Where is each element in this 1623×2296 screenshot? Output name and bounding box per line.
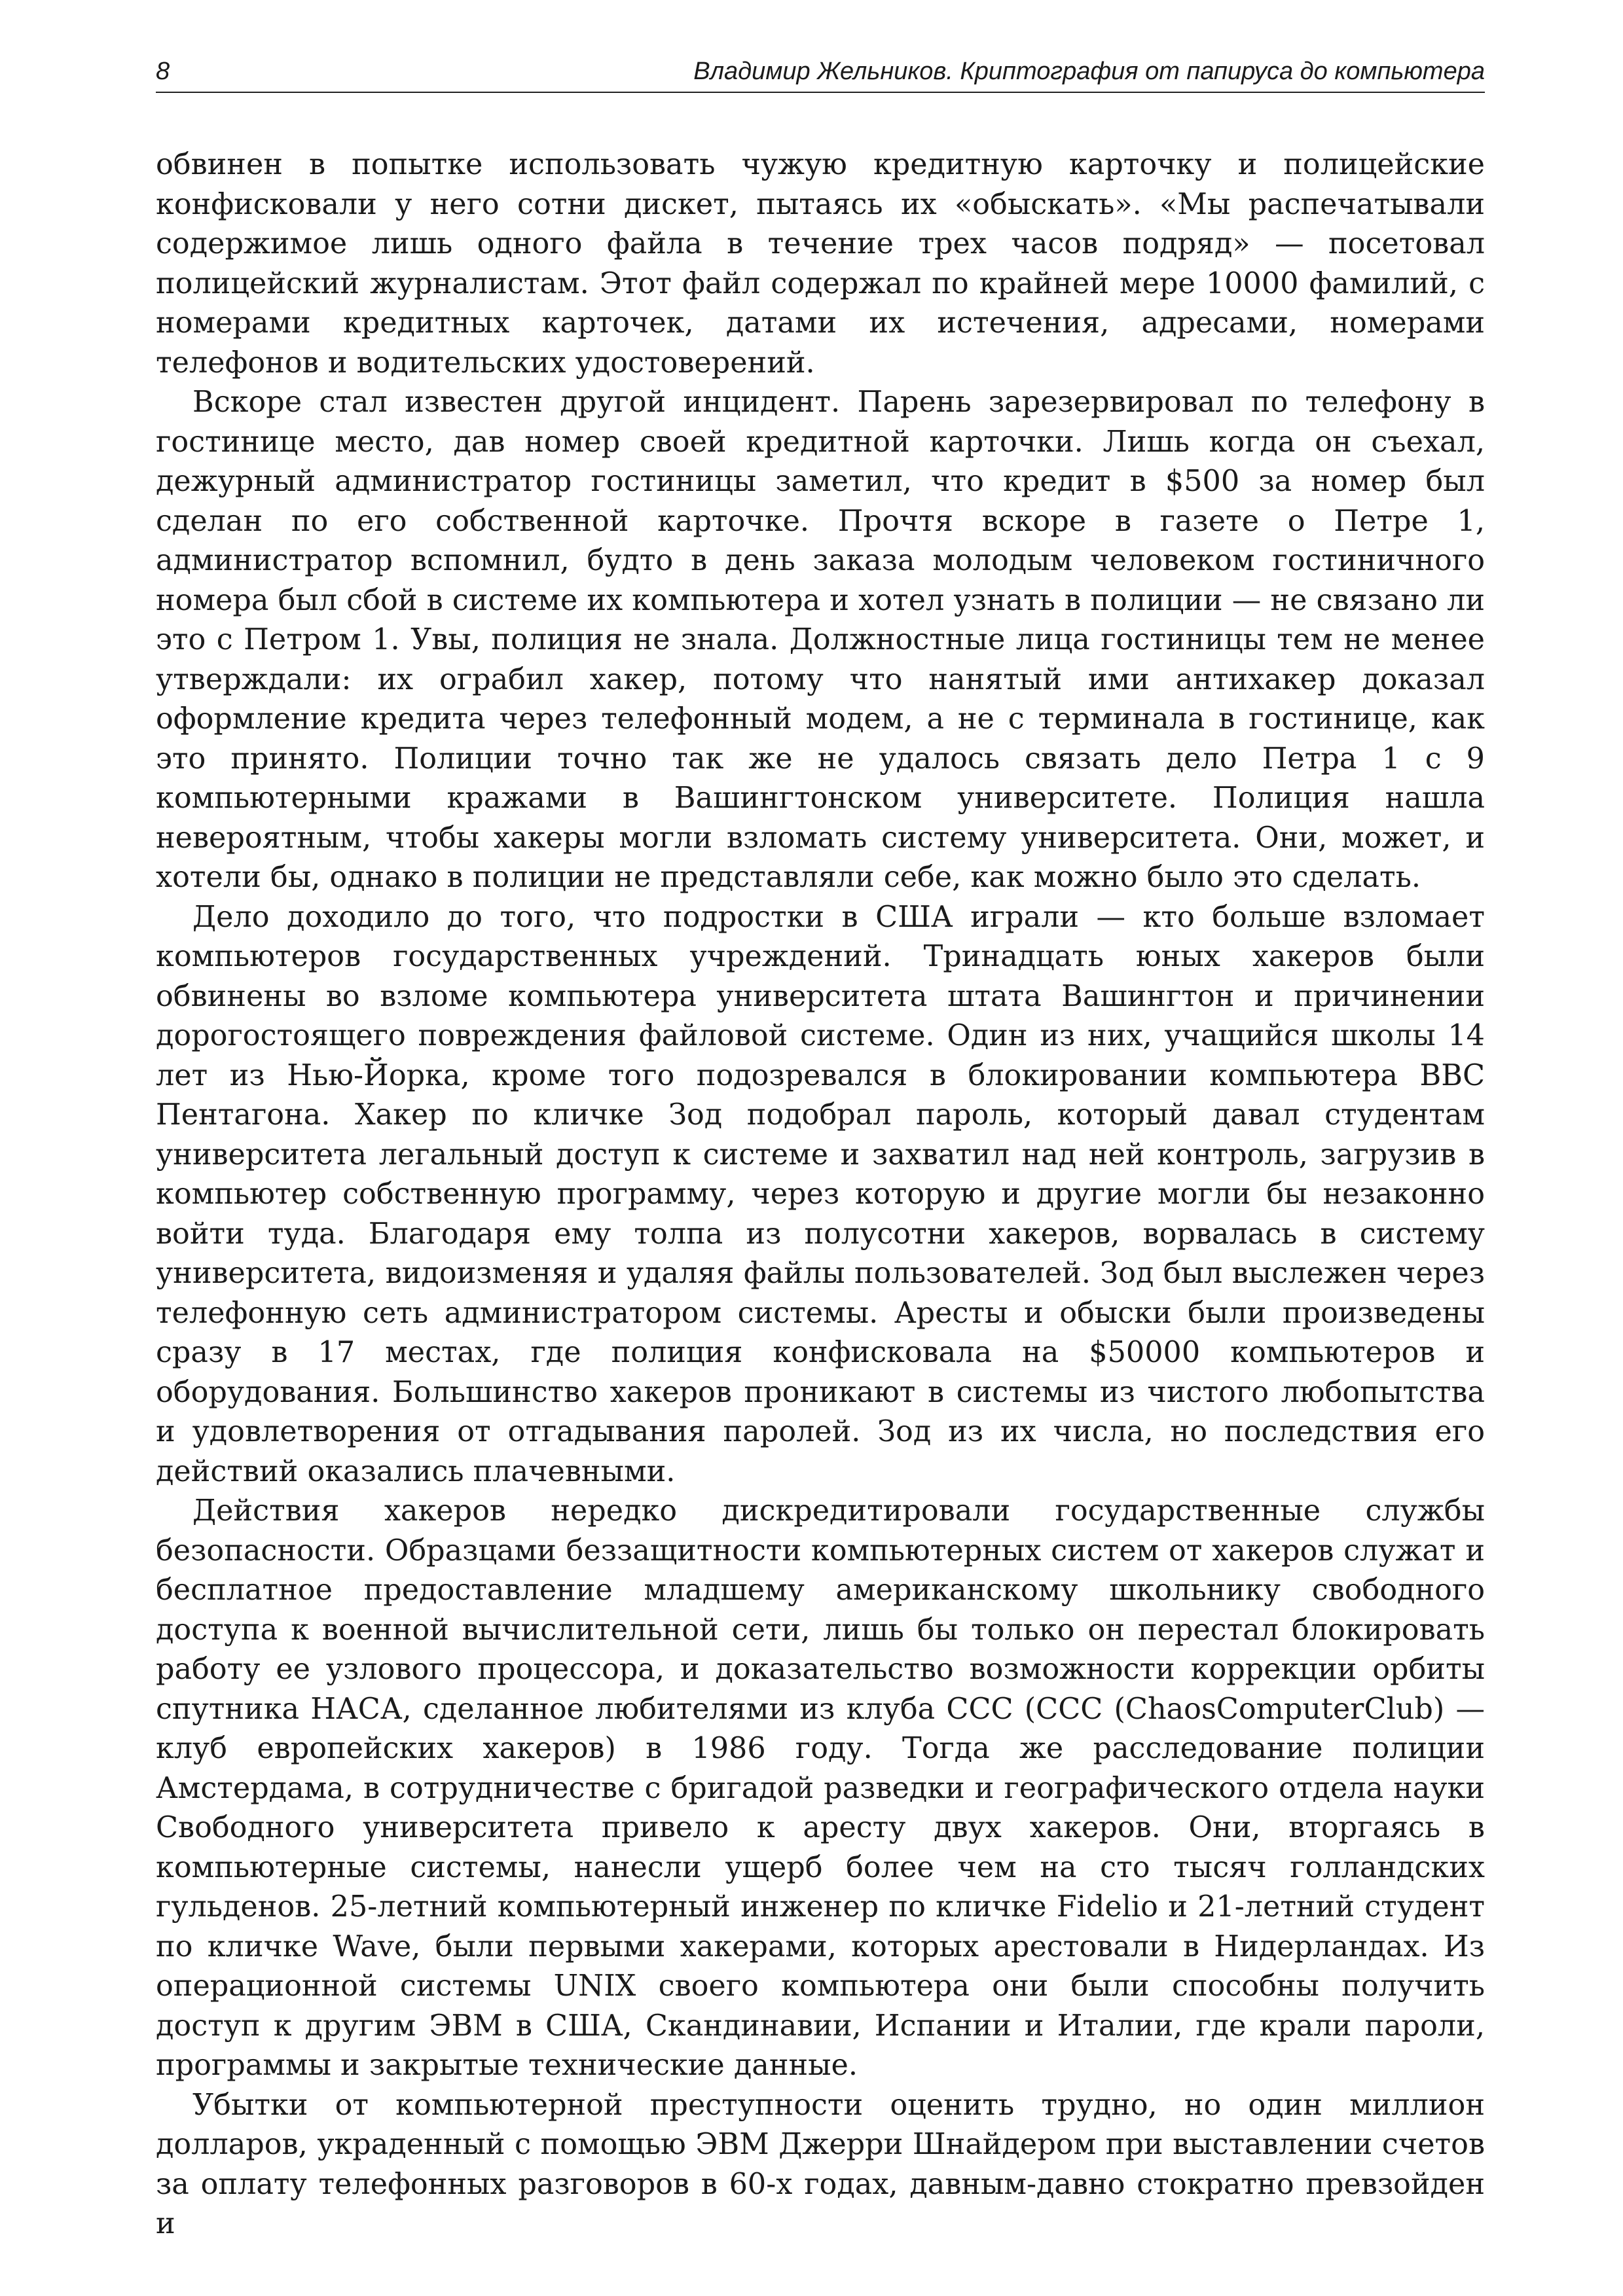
paragraph-4: Действия хакеров нередко дискредитировали государственные службы безопасности. Образцами беззащитности компьютерных систем от хакеров служат и бесплатное предоставление младшему американскому школьнику свободного доступа к военной вычислительной сети, лишь бы только он перестал блокировать работу ее узлового процессора, и доказательство возможности коррекции орбиты спутника НАСА, сделанное любителями из клуба ССС (CCC (ChaosComputerClub) — клуб европейских хакеров) в 1986 году. Тогда же расследование полиции Амстердама, в сотрудничестве с бригадой разведки и географического отдела науки Свободного университета привело к аресту двух хакеров. Они, вторгаясь в компьютерные системы, нанесли ущерб более чем на сто тысяч голландских гульденов. 25-летний компьютерный инженер по кличке Fidelio и 21-летний студент по кличке Wave, были первыми хакерами, которых арестовали в Нидерландах. Из операционной системы UNIX своего компьютера они были способны получить доступ к другим ЭВМ в США, Скандинавии, Испании и Италии, где крали пароли, программы и закрытые технические данные. [156,1494,1485,2082]
running-header [156,55,1485,93]
paragraph-2: Вскоре стал известен другой инцидент. Парень зарезервировал по телефону в гостинице место, дав номер своей кредитной карточки. Лишь когда он съехал, дежурный администратор гостиницы заметил, что кредит в $500 за номер был сделан по его собственной карточке. Прочтя вскоре в газете о Петре 1, администратор вспомнил, будто в день заказа молодым человеком гостиничного номера был сбой в системе их компьютера и хотел узнать в полиции — не связано ли это с Петром 1. Увы, полиция не знала. Должностные лица гостиницы тем не менее утверждали: их ограбил хакер, потому что нанятый ими антихакер доказал оформление кредита через телефонный модем, а не с терминала в гостинице, как это принято. Полиции точно так же не удалось связать дело Петра 1 с 9 компьютерными кражами в Вашингтонском университете. Полиция нашла невероятным, чтобы хакеры могли взломать систему университета. Они, может, и хотели бы, однако в полиции не представляли себе, как можно было это сделать. [156,386,1485,894]
body-text [156,145,1485,2244]
page-number: 8 [156,58,170,85]
book-title: Владимир Жельников. Криптография от папируса до компьютера [693,58,1485,85]
paragraph-3: Дело доходило до того, что подростки в США играли — кто больше взломает компьютеров государственных учреждений. Тринадцать юных хакеров были обвинены во взломе компьютера университета штата Вашингтон и причинении дорогостоящего повреждения файловой системе. Один из них, учащийся школы 14 лет из Нью-Йорка, кроме того подозревался в блокировании компьютера ВВС Пентагона. Хакер по кличке Зод подобрал пароль, который давал студентам университета легальный доступ к системе и захватил над ней контроль, загрузив в компьютер собственную программу, через которую и другие могли бы незаконно войти туда. Благодаря ему толпа из полусотни хакеров, ворвалась в систему университета, видоизменяя и удаляя файлы пользователей. Зод был выслежен через телефонную сеть администратором системы. Аресты и обыски были произведены сразу в 17 местах, где полиция конфисковала на $50000 компьютеров и оборудования. Большинство хакеров проникают в системы из чистого любопытства и удовлетворения от отгадывания паролей. Зод из их числа, но последствия его действий оказались плачевными. [156,900,1485,1488]
paragraph-1: обвинен в попытке использовать чужую кредитную карточку и полицейские конфисковали у него сотни дискет, пытаясь их «обыскать». «Мы распечатывали содержимое лишь одного файла в течение трех часов подряд» — посетовал полицейский журналистам. Этот файл содержал по крайней мере 10000 фамилий, с номерами кредитных карточек, датами их истечения, адресами, номерами телефонов и водительских удостоверений. [156,148,1485,380]
paragraph-5: Убытки от компьютерной преступности оценить трудно, но один миллион долларов, украденный с помощью ЭВМ Джерри Шнайдером при выставлении счетов за оплату телефонных разговоров в 60-х годах, давным-давно стократно превзойден и [156,2088,1485,2240]
